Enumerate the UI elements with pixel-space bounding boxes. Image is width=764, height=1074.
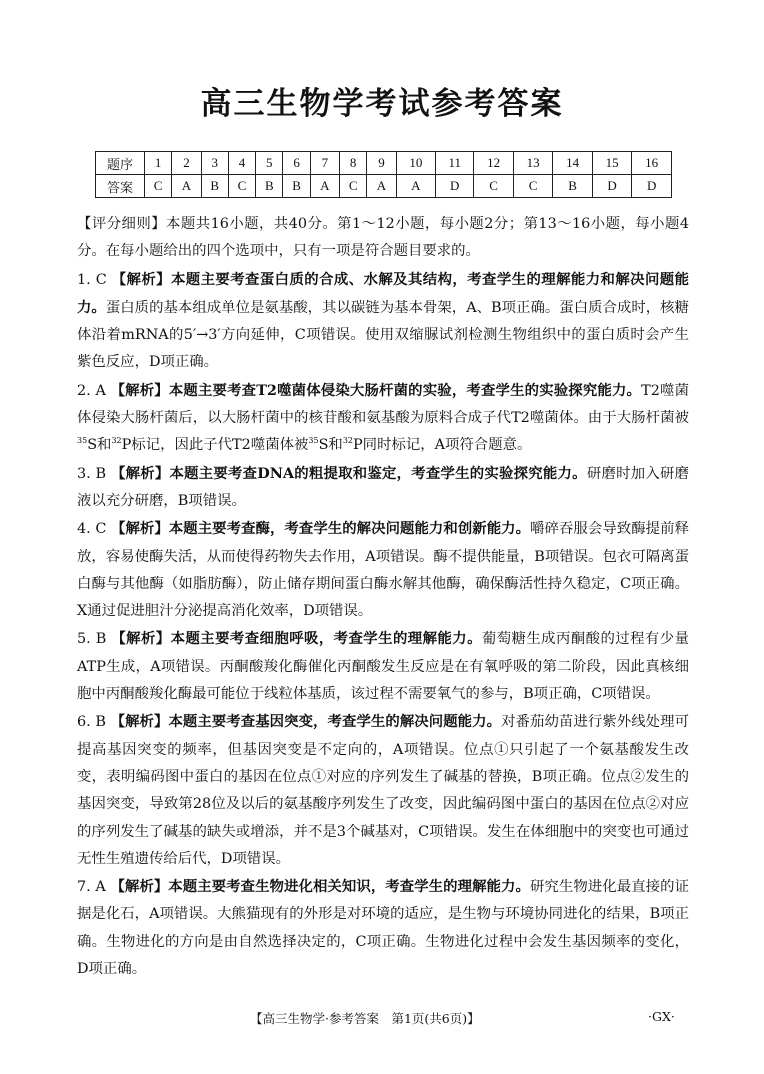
q2-text: P标记，因此子代T2噬菌体被 [121,437,309,454]
answer-cell: D [592,175,632,198]
answer-cell: B [553,175,593,198]
page-footer [0,1009,764,1029]
isotope-mass: 32 [342,436,353,446]
question-number: 3 [201,152,228,175]
q2-text: P同时标记，A项符合题意。 [353,437,532,454]
question-number: 1 [145,152,172,175]
isotope-mass: 32 [111,436,122,446]
answer-cell: A [172,175,201,198]
q7-heading: 【解析】本题主要考查生物进化相关知识，考查学生的理解能力。 [110,878,530,896]
question-number: 16 [632,152,672,175]
page-title: 高三生物学考试参考答案 [200,86,564,122]
answer-cell: A [367,175,396,198]
answer-cell: C [513,175,553,198]
isotope-mass: 35 [308,436,319,446]
q7-text: 研究生物进化最直接的证据是化石，A项错误。大熊猫现有的外形是对环境的适应，是生物与环境协同进化的结果，B项正确。生物进化的方向是由自然选择决定的，C项正确。生物进化过程中会发生基因频率的变化，D项正确。 [77,879,689,978]
answer-cell: C [145,175,172,198]
answer-cell: B [283,175,310,198]
isotope-mass: 35 [77,436,88,446]
answer-cell: A [396,175,436,198]
q5-number: 5. B [77,631,107,648]
explanation-q5 [77,625,689,708]
q3-number: 3. B [77,465,107,482]
q2-text: S和 [87,437,112,454]
question-number: 9 [367,152,396,175]
q1-number: 1. C [77,271,107,288]
q6-number: 6. B [77,714,106,731]
q2-number: 2. A [77,382,106,399]
question-number: 2 [172,152,201,175]
question-number: 7 [310,152,339,175]
answer-cell: B [201,175,228,198]
q2-text: S和 [318,437,343,454]
question-number: 8 [340,152,367,175]
q1-heading: 【解析】本题主要考查蛋白质的合成、水解及其结构，考查学生的理解能力和解决问题能力。 [77,270,689,316]
q3-text: 研磨时加入研磨液以充分研磨，B项错误。 [77,465,689,509]
question-number: 14 [553,152,593,175]
explanation-q4 [77,515,689,625]
explanation-q7 [77,873,689,983]
explanation-q1 [77,266,689,377]
question-number: 11 [436,152,474,175]
q5-heading: 【解析】本题主要考查细胞呼吸，考查学生的理解能力。 [111,630,482,648]
q4-number: 4. C [77,521,107,538]
answer-row [96,175,672,198]
question-number-row [96,152,672,175]
question-number: 6 [283,152,310,175]
q6-heading: 【解析】本题主要考查基因突变，考查学生的解决问题能力。 [110,713,502,731]
answer-cell: C [228,175,255,198]
question-number: 13 [513,152,553,175]
row-header-question: 题序 [96,152,145,175]
answer-cell: B [256,175,283,198]
q1-text-end: 方向延伸，C项错误。使用双缩脲试剂检测生物组织中的蛋白质时会产生紫色反应，D项正确。 [77,327,689,371]
answer-explanations [77,211,689,983]
q5-text: 葡萄糖生成丙酮酸的过程有少量ATP生成，A项错误。丙酮酸羧化酶催化丙酮酸发生反应是在有氧呼吸的第二阶段，因此真核细胞中丙酮酸羧化酶最可能位于线粒体基质，该过程不需要氧气的参与，B项正确，C项错误。 [77,631,689,703]
explanation-q2 [77,377,689,460]
explanation-q6 [77,708,689,873]
question-number: 10 [396,152,436,175]
answer-table [95,151,672,198]
question-number: 5 [256,152,283,175]
q4-text: 嚼碎吞服会导致酶提前释放，容易使酶失活，从而使得药物失去作用，A项错误。酶不提供能量，B项错误。包衣可隔离蛋白酶与其他酶（如脂肪酶），防止储存期间蛋白酶水解其他酶，确保酶活性持久稳定，C项正确。X通过促进胆汁分泌提高消化效率，D项错误。 [77,521,689,620]
answer-cell: C [474,175,514,198]
q1-text: 蛋白质的基本组成单位是氨基酸，其以碳链为基本骨架，A、B项正确。蛋白质合成时，核糖体沿着mRNA的5 [77,299,689,344]
answer-cell: D [436,175,474,198]
q2-heading: 【解析】本题主要考查T2噬菌体侵染大肠杆菌的实验，考查学生的实验探究能力。 [110,381,642,399]
answer-cell: C [340,175,367,198]
q7-number: 7. A [77,879,106,896]
question-number: 12 [474,152,514,175]
scoring-rules: 【评分细则】本题共16小题，共40分。第1～12小题，每小题2分；第13～16小题，每小题4分。在每小题给出的四个选项中，只有一项是符合题目要求的。 [77,216,689,260]
footer-region-code: ·GX· [648,1009,675,1024]
answer-cell: A [310,175,339,198]
footer-page-info: 【高三生物学·参考答案 第1页(共6页)】 [250,1011,480,1026]
explanation-q3 [77,460,689,516]
q3-heading: 【解析】本题主要考查DNA的粗提取和鉴定，考查学生的实验探究能力。 [110,464,587,482]
row-header-answer: 答案 [96,175,145,198]
answer-cell: D [632,175,672,198]
question-number: 4 [228,152,255,175]
question-number: 15 [592,152,632,175]
q2-text: T2噬菌体侵染大肠杆菌后，以大肠杆菌中的核苷酸和氨基酸为原料合成子代T2噬菌体。由于大肠杆菌被 [77,382,689,427]
q1-direction: ′→3′ [192,327,221,344]
q6-text: 对番茄幼苗进行紫外线处理可提高基因突变的频率，但基因突变是不定向的，A项错误。位点①只引起了一个氨基酸发生改变，表明编码图中蛋白的基因在位点①对应的序列发生了碱基的替换，B项正确。位点②发生的基因突变，导致第28位及以后的氨基酸序列发生了改变，因此编码图中蛋白的基因在位点②对应的序列发生了碱基的缺失或增添，并不是3个碱基对，C项错误。发生在体细胞中的突变也可通过无性生殖遗传给后代，D项错误。 [77,714,689,867]
q4-heading: 【解析】本题主要考查酶，考查学生的解决问题能力和创新能力。 [111,520,531,538]
